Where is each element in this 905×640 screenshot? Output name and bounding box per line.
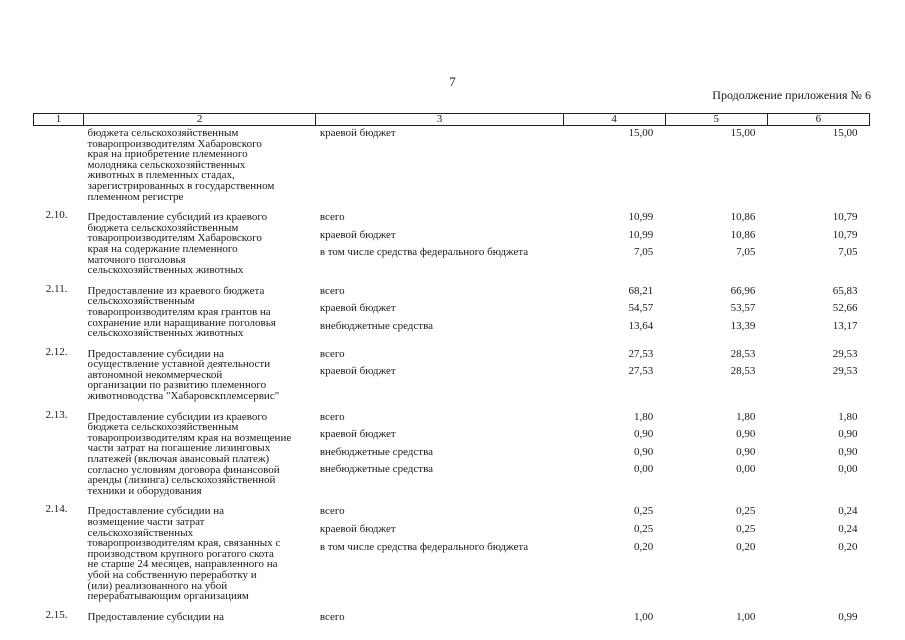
row-number-cell — [34, 284, 84, 347]
row-value-col-5-cell — [665, 610, 767, 630]
funding-source: внебюджетные средства — [319, 319, 434, 332]
funding-source: в том числе средства федерального бюджета — [319, 246, 529, 259]
amount-value: 1,80 — [838, 410, 858, 423]
amount-value: 0,00 — [736, 463, 756, 476]
header-col-6: 6 — [767, 114, 869, 126]
row-value-col-5-cell — [665, 410, 767, 505]
funding-source: краевой бюджет — [319, 523, 396, 535]
row-value-col-6-cell — [767, 284, 869, 347]
table-row — [34, 284, 870, 347]
description-line: аренды (лизинга) сельскохозяйственной — [87, 474, 276, 487]
amount-value: 0,24 — [838, 523, 858, 535]
description-line: молодняка сельскохозяйственных — [87, 158, 246, 171]
funding-source: в том числе средства федерального бюджета — [319, 540, 529, 553]
description-line: животных в племенных стадах, — [87, 169, 235, 182]
row-description-cell — [84, 210, 316, 284]
description-line: товаропроизводителям края на возмещение — [87, 431, 292, 444]
description-line: сельскохозяйственных — [87, 526, 194, 539]
funding-source: внебюджетные средства — [319, 445, 434, 458]
amount-value: 15,00 — [730, 127, 756, 139]
row-description-cell — [84, 504, 316, 609]
amount-value: 10,86 — [730, 228, 756, 241]
row-number: 2.14. — [45, 503, 68, 516]
row-value-col-4-cell — [563, 284, 665, 347]
amount-value: 0,20 — [633, 540, 654, 553]
amount-value: 10,99 — [628, 228, 654, 241]
description-line: Предоставление субсидии на — [87, 610, 224, 623]
row-value-col-4-cell — [563, 504, 665, 609]
amount-value: 52,66 — [832, 302, 858, 315]
description-line: техники и оборудования — [87, 484, 202, 497]
amount-value: 1,80 — [633, 410, 654, 423]
row-value-col-4-cell — [563, 347, 665, 410]
description-line: сельскохозяйственным — [87, 295, 195, 308]
row-value-col-4-cell — [563, 126, 665, 211]
budget-table — [33, 113, 870, 629]
row-value-col-5-cell — [665, 284, 767, 347]
amount-value: 0,99 — [838, 610, 858, 623]
row-description-cell — [84, 284, 316, 347]
funding-source: краевой бюджет — [319, 302, 396, 315]
header-col-2: 2 — [84, 114, 316, 126]
amount-value: 7,05 — [736, 246, 756, 259]
amount-value: 0,00 — [838, 463, 858, 476]
description-line: товаропроизводителям Хабаровского — [87, 137, 262, 150]
row-number-cell — [34, 210, 84, 284]
amount-value: 7,05 — [633, 246, 654, 259]
description-line: перерабатывающим организациям — [87, 590, 249, 603]
description-line: сельскохозяйственных животных — [87, 327, 244, 340]
row-number-cell — [34, 504, 84, 609]
table-row — [34, 504, 870, 609]
row-funding-source-cell — [316, 126, 563, 211]
description-line: не старше 24 месяцев, направленного на — [87, 558, 278, 571]
amount-value: 0,00 — [633, 463, 654, 476]
funding-source: всего — [319, 505, 345, 518]
row-number-cell — [34, 347, 84, 410]
amount-value: 0,25 — [633, 523, 654, 535]
row-value-col-5-cell — [665, 504, 767, 609]
amount-value: 0,90 — [838, 428, 858, 441]
amount-value: 0,90 — [736, 428, 756, 441]
description-line: Предоставление из краевого бюджета — [87, 284, 265, 297]
amount-value: 65,83 — [832, 284, 858, 297]
description-line: Предоставление субсидии на — [87, 347, 224, 360]
description-line: края на содержание племенного — [87, 242, 238, 255]
row-value-col-4-cell — [563, 610, 665, 630]
amount-value: 28,53 — [730, 365, 756, 378]
table-row — [34, 126, 870, 211]
amount-value: 29,53 — [832, 365, 858, 378]
amount-value: 0,90 — [736, 445, 756, 458]
row-value-col-6-cell — [767, 410, 869, 505]
amount-value: 27,53 — [628, 365, 654, 378]
table-row — [34, 410, 870, 505]
header-col-3: 3 — [316, 114, 563, 126]
description-line: маточного поголовья — [87, 253, 186, 266]
row-number: 2.11. — [45, 282, 68, 295]
amount-value: 0,25 — [736, 505, 756, 518]
table-body — [34, 126, 870, 630]
description-line: племенном регистре — [87, 190, 184, 203]
amount-value: 10,79 — [832, 211, 858, 224]
amount-value: 10,86 — [730, 211, 756, 224]
description-line: платежей (включая авансовый платеж) — [87, 453, 270, 466]
table-header-row — [34, 114, 870, 126]
funding-source: внебюджетные средства — [319, 463, 434, 476]
funding-source: краевой бюджет — [319, 228, 396, 241]
row-value-col-6-cell — [767, 126, 869, 211]
row-description-cell — [84, 610, 316, 630]
amount-value: 28,53 — [730, 347, 756, 360]
row-funding-source-cell — [316, 504, 563, 609]
amount-value: 0,24 — [838, 505, 858, 518]
row-description-cell — [84, 126, 316, 211]
description-line: Предоставление субсидий из краевого — [87, 211, 268, 224]
row-funding-source-cell — [316, 610, 563, 630]
description-line: края на приобретение племенного — [87, 148, 248, 161]
row-value-col-6-cell — [767, 210, 869, 284]
amount-value: 0,90 — [633, 428, 654, 441]
row-value-col-6-cell — [767, 610, 869, 630]
page-number: 7 — [449, 74, 456, 89]
amount-value: 0,90 — [838, 445, 858, 458]
description-line: товаропроизводителям края, связанных с — [87, 537, 281, 550]
description-line: убой на собственную переработку и — [87, 568, 257, 581]
amount-value: 0,90 — [633, 445, 654, 458]
amount-value: 15,00 — [832, 127, 858, 139]
amount-value: 29,53 — [832, 347, 858, 360]
description-line: бюджета сельскохозяйственным — [87, 421, 239, 434]
funding-source: всего — [319, 610, 345, 623]
amount-value: 7,05 — [838, 246, 858, 259]
amount-value: 10,99 — [628, 211, 654, 224]
amount-value: 13,39 — [730, 319, 756, 332]
funding-source: всего — [319, 284, 345, 297]
row-value-col-4-cell — [563, 410, 665, 505]
funding-source: всего — [319, 347, 345, 360]
description-line: бюджета сельскохозяйственным — [87, 221, 239, 234]
row-funding-source-cell — [316, 410, 563, 505]
amount-value: 1,80 — [736, 410, 756, 423]
amount-value: 0,25 — [633, 505, 654, 518]
description-line: согласно условиям договора финансовой — [87, 463, 280, 476]
header-col-5: 5 — [665, 114, 767, 126]
amount-value: 0,20 — [736, 540, 756, 553]
row-number-cell — [34, 610, 84, 630]
header-col-1: 1 — [34, 114, 84, 126]
row-number: 2.13. — [45, 408, 68, 421]
amount-value: 1,00 — [633, 610, 654, 623]
description-line: зарегистрированных в государственном — [87, 179, 275, 192]
amount-value: 13,17 — [832, 319, 858, 332]
row-value-col-5-cell — [665, 210, 767, 284]
row-funding-source-cell — [316, 284, 563, 347]
description-line: бюджета сельскохозяйственным — [87, 127, 239, 139]
row-value-col-6-cell — [767, 347, 869, 410]
description-line: сельскохозяйственных животных — [87, 264, 244, 277]
amount-value: 68,21 — [628, 284, 654, 297]
amount-value: 27,53 — [628, 347, 654, 360]
description-line: возмещение части затрат — [87, 516, 205, 528]
funding-source: краевой бюджет — [319, 365, 396, 378]
funding-source: краевой бюджет — [319, 127, 396, 139]
row-number-cell — [34, 410, 84, 505]
description-line: Предоставление субсидии из краевого — [87, 410, 268, 423]
row-description-cell — [84, 347, 316, 410]
row-number-cell — [34, 126, 84, 211]
description-line: автономной некоммерческой — [87, 368, 223, 381]
amount-value: 66,96 — [730, 284, 756, 297]
row-description-cell — [84, 410, 316, 505]
description-line: Предоставление субсидии на — [87, 505, 224, 518]
description-line: осуществление уставной деятельности — [87, 358, 271, 371]
amount-value: 10,79 — [832, 228, 858, 241]
row-value-col-5-cell — [665, 126, 767, 211]
amount-value: 0,20 — [838, 540, 858, 553]
amount-value: 1,00 — [736, 610, 756, 623]
row-number: 2.15. — [45, 608, 68, 621]
table-row — [34, 210, 870, 284]
row-value-col-6-cell — [767, 504, 869, 609]
funding-source: всего — [319, 410, 345, 423]
description-line: организации по развитию племенного — [87, 379, 267, 392]
row-funding-source-cell — [316, 210, 563, 284]
funding-source: всего — [319, 211, 345, 224]
description-line: части затрат на погашение лизинговых — [87, 442, 271, 455]
amount-value: 15,00 — [628, 127, 654, 139]
amount-value: 54,57 — [628, 302, 654, 315]
description-line: товаропроизводителям Хабаровского — [87, 232, 262, 245]
description-line: животноводства "Хабаровскплемсервис" — [87, 390, 280, 403]
funding-source: краевой бюджет — [319, 428, 396, 441]
description-line: сохранение или наращивание поголовья — [87, 316, 276, 329]
table-row — [34, 610, 870, 630]
amount-value: 13,64 — [628, 319, 654, 332]
row-number: 2.12. — [45, 345, 68, 358]
row-number: 2.10. — [45, 209, 68, 222]
row-value-col-5-cell — [665, 347, 767, 410]
header-col-4: 4 — [563, 114, 665, 126]
description-line: товаропроизводителям края грантов на — [87, 305, 271, 318]
description-line: производством крупного рогатого скота — [87, 547, 274, 560]
appendix-continuation-note: Продолжение приложения № 6 — [712, 88, 871, 102]
table-row — [34, 347, 870, 410]
description-line: (или) реализованного на убой — [87, 579, 228, 592]
amount-value: 53,57 — [730, 302, 756, 315]
row-funding-source-cell — [316, 347, 563, 410]
amount-value: 0,25 — [736, 523, 756, 535]
row-value-col-4-cell — [563, 210, 665, 284]
